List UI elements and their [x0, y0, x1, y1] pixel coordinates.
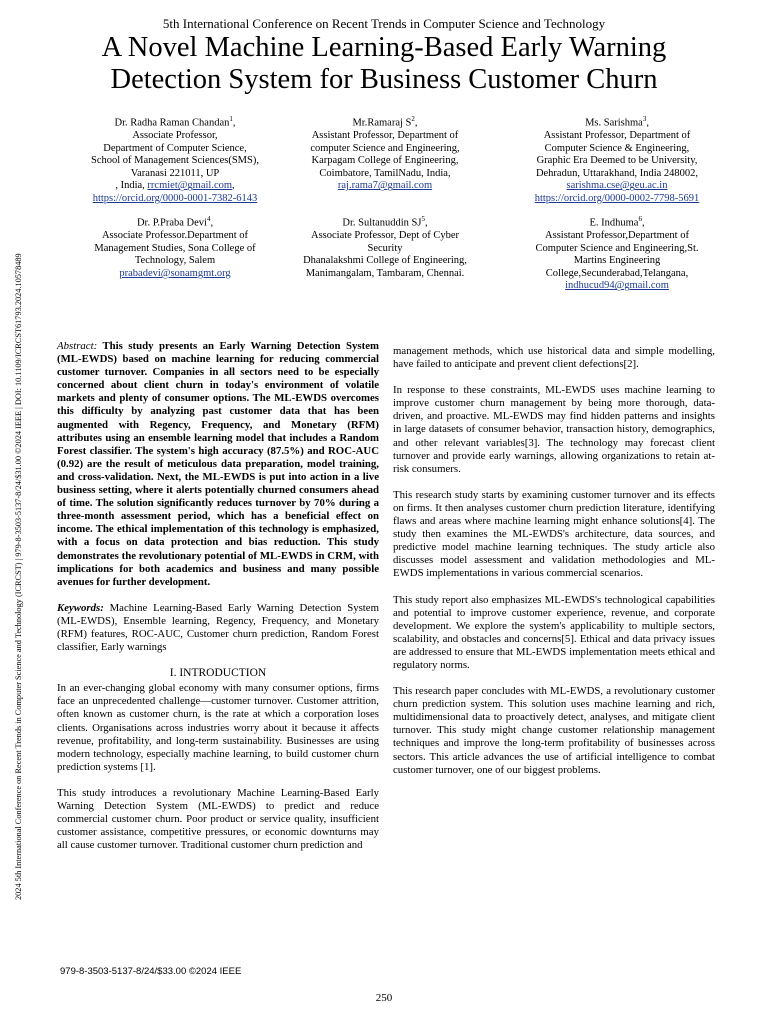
author-affiliation-line: Computer Science & Engineering,: [544, 142, 690, 154]
body-paragraph: This research study starts by examining customer turnover and its effects on firms. It then analyses customer churn prediction literature, identifying flaws and areas where machine learning might enhance solutions[4]. The study then examines the ML-EWDS's architecture, data sources, and predictive model machine learning techniques. The study article also discusses model assessment and validation methodologies and ML-EWDS implementations in various commercial scenarios.: [393, 488, 715, 580]
intro-paragraph-1: In an ever-changing global economy with many consumer options, firms face an unprecedented challenge—customer turnover. Customer attrition, often known as customer churn, is the rate at which a corporation loses clients. Organisations across industries worry about it because it affects revenue, profitability, and long-term sustainability. Businesses are using modern technology, especially machine learning, to build customer churn prediction systems [1].: [57, 682, 379, 773]
author-affiliation-line: Associate Professor,: [132, 130, 218, 142]
author-email-link[interactable]: rrcmiet@gmail.com: [147, 180, 233, 192]
author-affiliation-line: Management Studies, Sona College of: [94, 242, 256, 254]
abstract-text: This study presents an Early Warning Detection System (ML-EWDS) based on machine learning for reducing commercial customer turnover. Companies in all sectors need to be especially concerned about client churn in today's environment of volatile markets and plenty of consumer options. The ML-EWDS overcomes this difficulty by analyzing past customer data that has been augmented with Regency, Frequency, and Monetary (RFM) attributes using an ensemble learning model that includes a Random Forest classifier. The system's high accuracy (87.5%) and ROC-AUC (0.92) are the result of meticulous data preparation, model training, and cross-validation. Next, the ML-EWDS is put into action in a live business setting, where it alerts potentially churned consumers ahead of time. The solution significantly reduces turnover by 70% during a three-month assessment period, which has a beneficial effect on income. The ethical implementation of this technology is emphasized, with a focus on data protection and bias reduction. This study demonstrates the revolutionary potential of ML-EWDS in CRM, with implications for both academics and business and many possible avenues for further development.: [57, 340, 379, 588]
left-column: [57, 340, 379, 865]
author-affiliation-line: Varanasi 221011, UP: [130, 167, 220, 179]
keywords-text: Machine Learning-Based Early Warning Detection System (ML-EWDS), Ensemble learning, Regency, Frequency, and Monetary (RFM) features, ROC-AUC, Customer churn prediction, Random Forest classifier, Early warnings: [57, 601, 379, 654]
author-email-link[interactable]: indhucud94@gmail.com: [565, 280, 669, 292]
author-block-6: [502, 213, 732, 293]
author-affiliation-line: Martins Engineering: [573, 255, 661, 267]
intro-paragraph-2: This study introduces a revolutionary Machine Learning-Based Early Warning Detection System (ML-EWDS) to predict and reduce commercial customer churn. Poor product or service quality, insufficient customer assistance, competitive pressures, or economic downturns may all cause customer turnover. Traditional customer churn prediction and: [57, 786, 379, 852]
author-affiliation-line: computer Science and Engineering,: [310, 142, 460, 154]
author-email-link[interactable]: sarishma.cse@geu.ac.in: [566, 180, 668, 192]
author-affiliation-line: Manimangalam, Tambaram, Chennai.: [305, 267, 465, 279]
keywords-label: Keywords:: [57, 601, 104, 614]
author-name: Ms. Sarishma$^3$,: [585, 115, 649, 129]
author-affiliation-line: Dehradun, Uttarakhand, India 248002,: [535, 167, 699, 179]
author-email-link[interactable]: prabadevi@sonamgmt.org: [119, 267, 231, 279]
author-contact-line: , India, rrcmiet@gmail.com,: [115, 180, 235, 192]
author-affiliation-line: Technology, Salem: [134, 255, 216, 267]
author-affiliation-line: Assistant Professor, Department of: [543, 130, 691, 142]
author-affiliation-line: Coimbatore, TamilNadu, India,: [319, 167, 451, 179]
author-name: E. Indhuma$^6$,: [589, 215, 645, 229]
author-orcid-link[interactable]: https://orcid.org/0000-0001-7382-6143: [92, 193, 258, 205]
author-orcid-link[interactable]: https://orcid.org/0000-0002-7798-5691: [534, 193, 700, 205]
conference-header: 5th International Conference on Recent Trends in Computer Science and Technology: [162, 16, 606, 31]
author-affiliation-line: College,Secunderabad,Telangana,: [545, 267, 689, 279]
author-affiliation-line: Dhanalakshmi College of Engineering,: [303, 255, 467, 267]
paper-title: [40, 32, 728, 96]
author-name: Dr. Sultanuddin $SJ^5$,: [342, 215, 428, 229]
author-block-4: [60, 213, 290, 280]
author-affiliation-line: Assistant Professor, Department of: [311, 130, 459, 142]
keywords: [57, 602, 379, 654]
title-line-2: Detection System for Business Customer Churn: [110, 64, 658, 95]
author-email-link[interactable]: raj.rama7@gmail.com: [337, 180, 433, 192]
author-affiliation-line: Associate Professor, Dept of Cyber: [310, 230, 459, 242]
author-block-5: [270, 213, 500, 280]
author-affiliation-line: Security: [367, 242, 403, 254]
body-paragraph: In response to these constraints, ML-EWDS uses machine learning to improve customer churn management by being more thorough, data-driven, and proactive. ML-EWDS may find hidden patterns and insights in large datasets of consumer behavior, transaction history, demographics, and other relevant variables[3]. The technology may forecast client turnover and provide early warnings, allowing organizations to retain at-risk consumers.: [393, 384, 715, 475]
body-paragraph: This research paper concludes with ML-EWDS, a revolutionary customer churn prediction system. This solution uses machine learning and rich, multidimensional data to proactively detect, analyses, and mitigate client turnover. This study might change customer relationship management techniques and improve the long-term profitability of businesses across sectors. This article advances the use of artificial intelligence to combat customer turnover, one of our biggest problems.: [393, 685, 715, 776]
abstract: [57, 340, 379, 589]
doi-side-banner: 2024 5th International Conference on Recent Trends in Computer Science and Technology (ICRCST) | 979-8-3503-5137-8/24/$31.00 ©2024 IEEE | DOI: 10.1109/ICRCST61793.2024.10578489: [14, 253, 23, 900]
author-affiliation-line: Computer Science and Engineering,St.: [535, 242, 699, 254]
author-affiliation-line: Department of Computer Science,: [103, 142, 247, 154]
page-number: 250: [375, 992, 393, 1004]
author-affiliation-line: School of Management Sciences(SMS),: [91, 155, 259, 167]
body-paragraph: management methods, which use historical data and simple modelling, have failed to anticipate and prevent client defections[2].: [393, 345, 715, 371]
section-heading-introduction: I. INTRODUCTION: [169, 667, 267, 680]
author-affiliation-line: Associate Professor.Department of: [101, 230, 249, 242]
author-block-2: [270, 113, 500, 193]
author-affiliation-line: Graphic Era Deemed to be University,: [536, 155, 698, 167]
author-block-3: [502, 113, 732, 206]
author-name: Dr. Radha Raman Chandan$^1$,: [114, 115, 236, 129]
copyright-footer: 979-8-3503-5137-8/24/$33.00 ©2024 IEEE: [60, 966, 242, 977]
author-affiliation-line: Karpagam College of Engineering,: [311, 155, 459, 167]
abstract-label: Abstract:: [57, 340, 98, 352]
right-column: [393, 345, 715, 790]
author-name: Dr. P.Praba Devi$^4$,: [136, 215, 214, 229]
author-name: Mr.Ramaraj $S^2$,: [352, 115, 418, 129]
author-block-1: [60, 113, 290, 206]
author-affiliation-line: Assistant Professor,Department of: [545, 230, 689, 242]
body-paragraph: This study report also emphasizes ML-EWDS's technological capabilities and potential to improve customer experience, revenue, and corporate development. We explore the system's applicability to multiple sectors, scalability, and obstacles and concerns[5]. Ethical and data privacy issues are addressed to ensure that ML-EWDS implementation meets ethical and regulatory norms.: [393, 593, 715, 671]
title-line-1: A Novel Machine Learning-Based Early Warning: [101, 32, 667, 63]
